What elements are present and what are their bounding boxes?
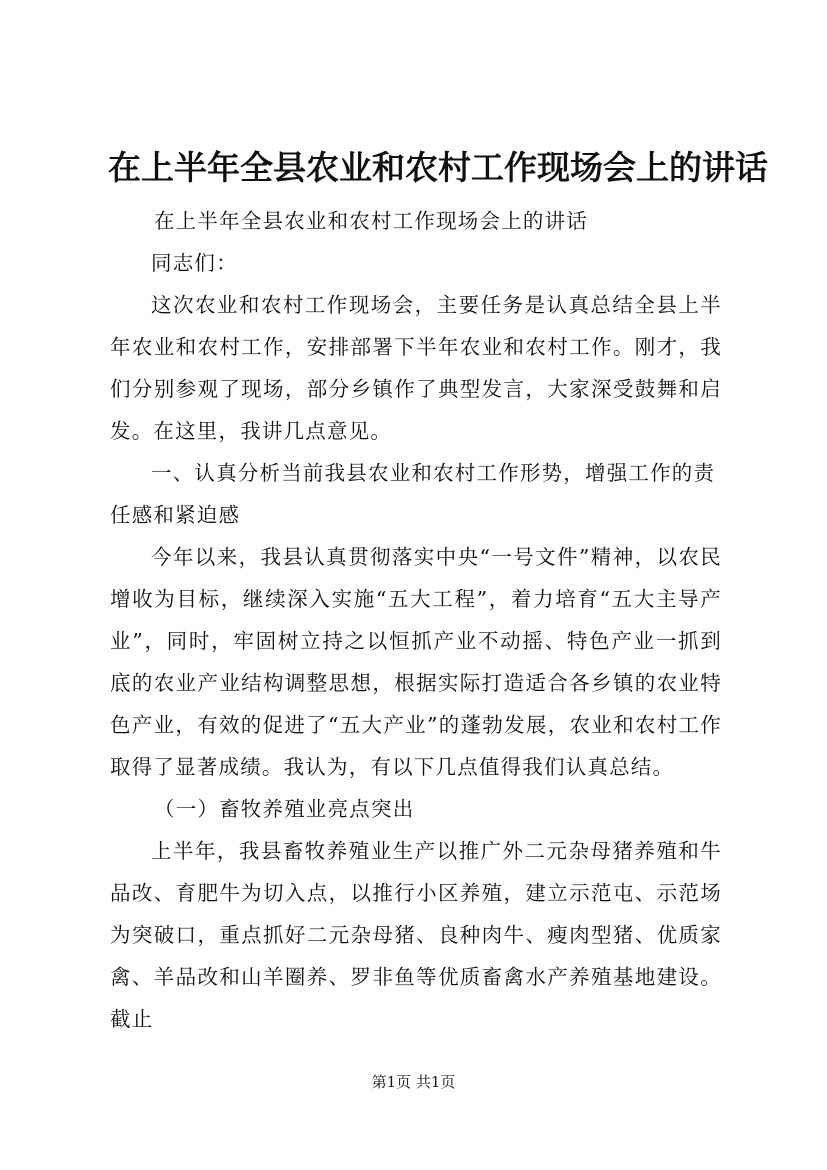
paragraph-intro: 这次农业和农村工作现场会，主要任务是认真总结全县上半年农业和农村工作，安排部署下半年农业和农村工作。刚才，我们分别参观了现场，部分乡镇作了典型发言，大家深受鼓舞和启发。在这里，我讲几点意见。 (110, 293, 722, 443)
document-body (110, 200, 722, 1040)
section-heading-1: 一、认真分析当前我县农业和农村工作形势，增强工作的责任感和紧迫感 (110, 461, 716, 527)
document-subtitle: 在上半年全县农业和农村工作现场会上的讲话 (154, 209, 588, 233)
document-title: 在上半年全县农业和农村工作现场会上的讲话 (108, 148, 768, 187)
page-footer: 第1页 共1页 (371, 1073, 456, 1091)
sub-heading-1: （一）畜牧养殖业亮点突出 (154, 797, 415, 821)
paragraph-livestock: 上半年，我县畜牧养殖业生产以推广外二元杂母猪养殖和牛品改、育肥牛为切入点，以推行小区养殖，建立示范屯、示范场为突破口，重点抓好二元杂母猪、良种肉牛、瘦肉型猪、优质家禽、羊品改和山羊圈养、罗非鱼等优质畜禽水产养殖基地建设。截止 (110, 839, 722, 1031)
greeting: 同志们： (151, 251, 238, 275)
paragraph-situation: 今年以来，我县认真贯彻落实中央“一号文件”精神，以农民增收为目标，继续深入实施“五大工程”，着力培育“五大主导产业”，同时，牢固树立持之以恒抓产业不动摇、特色产业一抓到底的农业产业结构调整思想，根据实际打造适合各乡镇的农业特色产业，有效的促进了“五大产业”的蓬勃发展，农业和农村工作取得了显著成绩。我认为，有以下几点值得我们认真总结。 (110, 545, 722, 779)
